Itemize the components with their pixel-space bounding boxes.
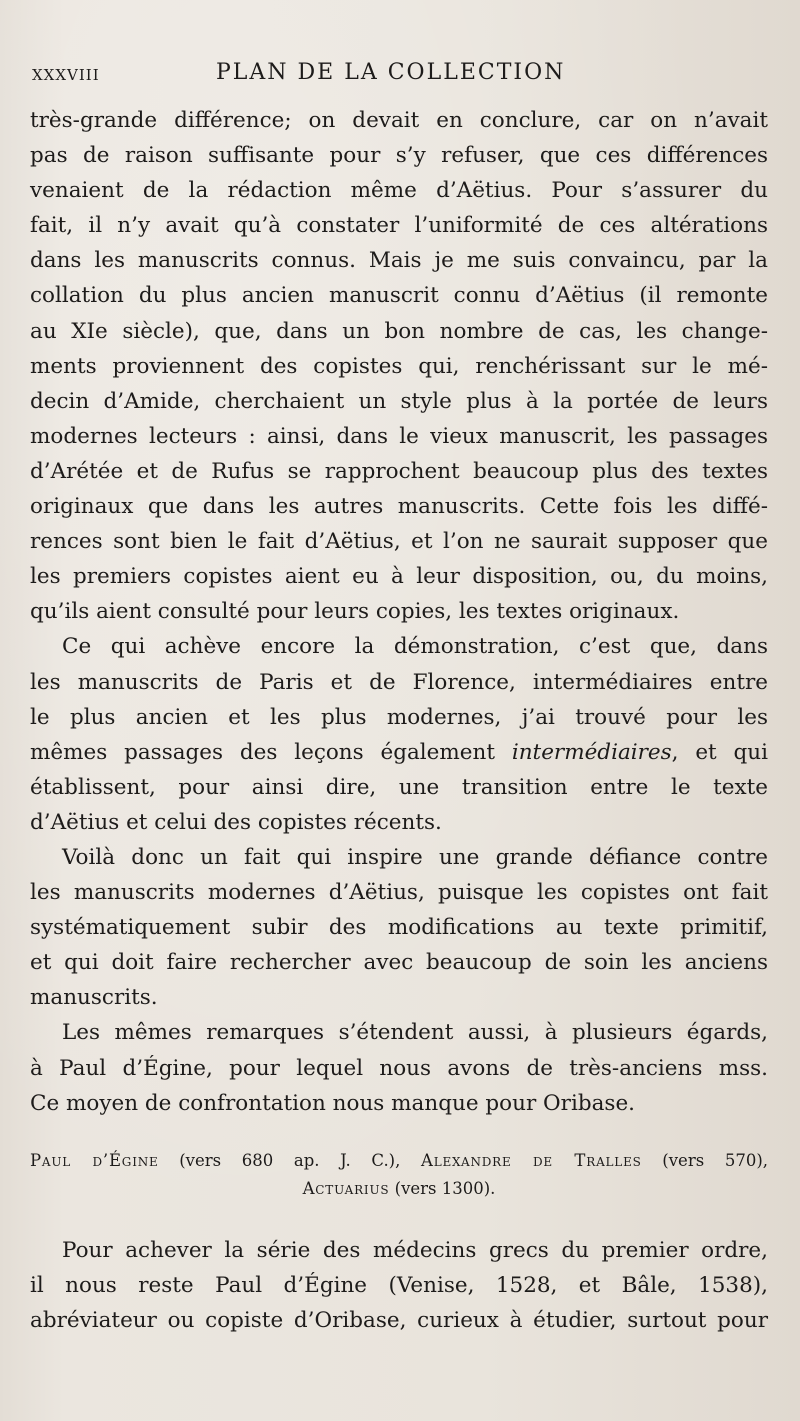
running-head xyxy=(32,60,780,90)
text-line: d’Arétée et de Rufus se rapprochent beaucoup plus des textes xyxy=(30,458,768,484)
author-name: Paul d’Égine xyxy=(30,1150,159,1170)
text-line: les premiers copistes aient eu à leur disposition, ou, du moins, xyxy=(30,564,768,590)
heading-line xyxy=(30,1147,768,1175)
heading-line xyxy=(30,1175,768,1203)
author-date: (vers 680 ap. J. C.), xyxy=(158,1150,422,1170)
text-line: fait, il n’y avait qu’à constater l’uniformité de ces altérations xyxy=(30,213,768,239)
text-line: d’Aëtius et celui des copistes récents. xyxy=(30,809,442,835)
text-line: Ce qui achève encore la démonstration, c’est que, dans xyxy=(62,634,768,660)
text-line: decin d’Amide, cherchaient un style plus à la portée de leurs xyxy=(30,388,768,414)
author-date: (vers 570), xyxy=(641,1150,768,1170)
paragraph xyxy=(30,103,768,629)
page-number: XXXVIII xyxy=(32,66,100,84)
text-line: modernes lecteurs : ainsi, dans le vieux manuscrit, les passages xyxy=(30,423,768,449)
running-title: PLAN DE LA COLLECTION xyxy=(216,60,566,85)
text-line: pas de raison suffisante pour s’y refuser, que ces différences xyxy=(30,143,768,169)
paragraph xyxy=(30,840,768,1015)
text-line: au XIe siècle), que, dans un bon nombre de cas, les change- xyxy=(30,318,768,344)
body-text xyxy=(30,103,768,1338)
text-line: Les mêmes remarques s’étendent aussi, à plusieurs égards, xyxy=(62,1020,768,1046)
text-line: abréviateur ou copiste d’Oribase, curieux à étudier, surtout pour xyxy=(30,1307,768,1333)
text-line: Ce moyen de confrontation nous manque pour Oribase. xyxy=(30,1090,636,1116)
text-line: rences sont bien le fait d’Aëtius, et l’on ne saurait supposer que xyxy=(30,529,768,555)
text-line: Pour achever la série des médecins grecs du premier ordre, xyxy=(62,1237,768,1263)
text-line: qu’ils aient consulté pour leurs copies, les textes originaux. xyxy=(30,599,680,625)
paragraph xyxy=(30,1015,768,1120)
text-line: et qui doit faire rechercher avec beaucoup de soin les anciens xyxy=(30,950,768,976)
paragraph xyxy=(30,1233,768,1338)
text-line: venaient de la rédaction même d’Aëtius. Pour s’assurer du xyxy=(30,178,768,204)
text-segment: mêmes passages des leçons également xyxy=(30,739,512,765)
text-line: dans les manuscrits connus. Mais je me suis convaincu, par la xyxy=(30,248,768,274)
paragraph xyxy=(30,629,768,840)
author-name: Actuarius xyxy=(302,1178,390,1198)
text-line: à Paul d’Égine, pour lequel nous avons de très-anciens mss. xyxy=(30,1055,768,1081)
text-line: les manuscrits de Paris et de Florence, intermédiaires entre xyxy=(30,669,768,695)
text-line: le plus ancien et les plus modernes, j’ai trouvé pour les xyxy=(30,704,768,730)
section-heading xyxy=(30,1147,768,1203)
author-name: Alexandre de Tralles xyxy=(421,1150,642,1170)
text-line: les manuscrits modernes d’Aëtius, puisque les copistes ont fait xyxy=(30,880,768,906)
italic-term: intermédiaires xyxy=(511,739,672,765)
author-date: (vers 1300). xyxy=(389,1178,496,1198)
text-line: manuscrits. xyxy=(30,985,158,1011)
text-line: Voilà donc un fait qui inspire une grande défiance contre xyxy=(62,844,768,870)
text-line: ments proviennent des copistes qui, renchérissant sur le mé- xyxy=(30,353,768,379)
text-line: très-grande différence; on devait en conclure, car on n’avait xyxy=(30,108,768,133)
text-line: il nous reste Paul d’Égine (Venise, 1528, et Bâle, 1538), xyxy=(30,1272,768,1298)
text-line: collation du plus ancien manuscrit connu d’Aëtius (il remonte xyxy=(30,283,768,309)
text-segment: , et qui xyxy=(671,739,768,765)
text-line: systématiquement subir des modifications au texte primitif, xyxy=(30,915,768,941)
text-line: établissent, pour ainsi dire, une transition entre le texte xyxy=(30,774,768,800)
text-line: originaux que dans les autres manuscrits. Cette fois les diffé- xyxy=(30,494,768,520)
text-line xyxy=(30,735,768,770)
